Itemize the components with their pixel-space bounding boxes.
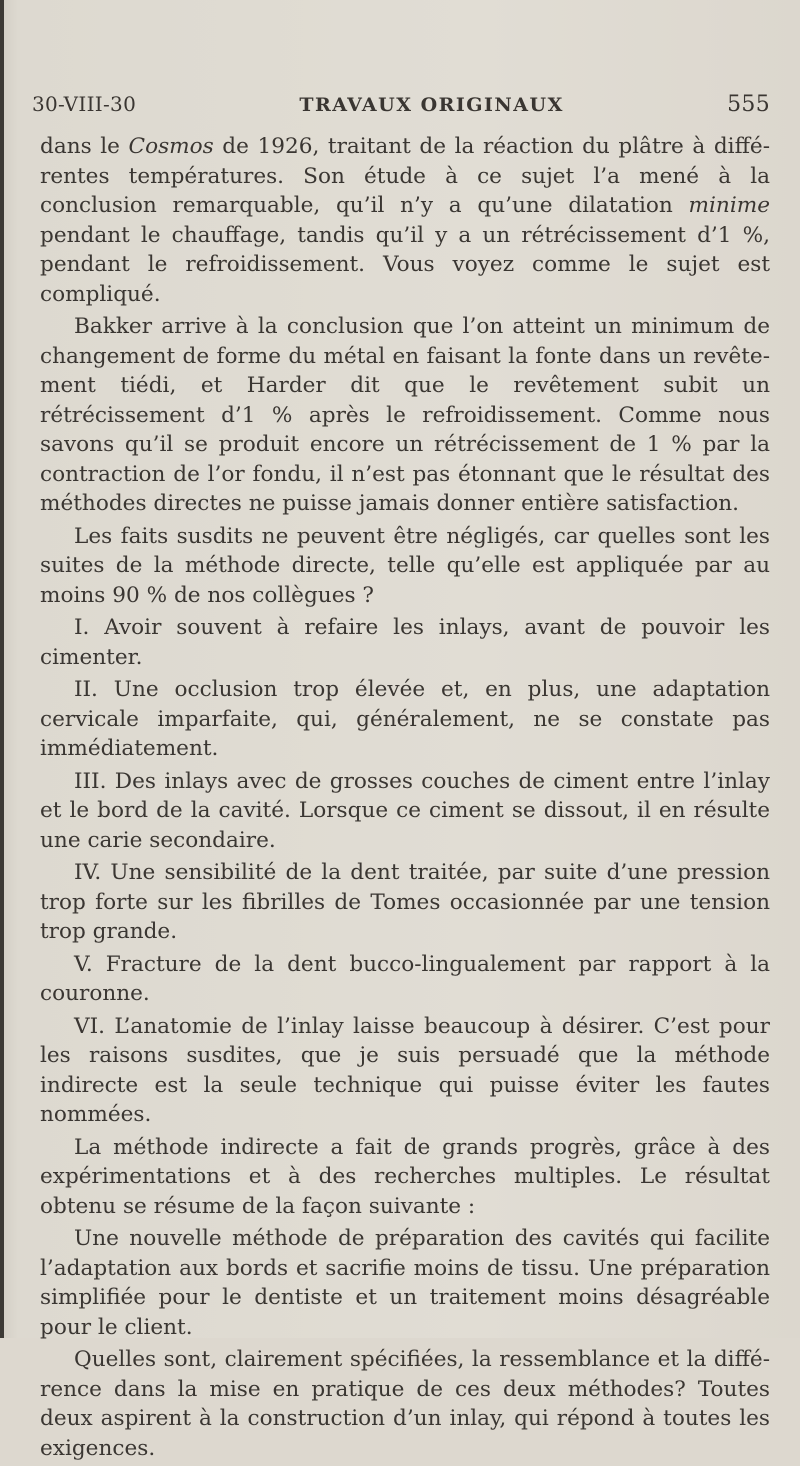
paragraph <box>40 312 770 519</box>
text-run: pendant le chauffage, tandis qu’il y a un rétrécissement d’1 %, pendant le refroidissement. Vous voyez comme le sujet est compliqué. <box>40 222 770 307</box>
text-run: II. Une occlusion trop élevée et, en plus, une adaptation cervicale imparfaite, qui, généralement, ne se constate pas immédiatement. <box>40 677 770 761</box>
text-run: Une nouvelle méthode de préparation des cavités qui facilite l’adaptation aux bords et sacrifie moins de tissu. Une préparation simplifiée pour le dentiste et un traitement moins désagréable pour le client. <box>40 1226 770 1340</box>
header-title: TRAVAUX ORIGINAUX <box>299 94 564 116</box>
text-run: V. Fracture de la dent bucco-lingualement par rapport à la couronne. <box>40 951 770 1006</box>
text-run: VI. L’anatomie de l’inlay laisse beaucoup à désirer. C’est pour les raisons susdites, que je suis persuadé que la méthode indirecte est la seule technique qui puisse éviter les fautes nommées. <box>40 1013 770 1127</box>
text-run: dans le <box>40 134 129 159</box>
paragraph <box>40 858 770 947</box>
text-run: de 1926, traitant de la réaction du plâtre à différentes températures. Son étude à ce sujet l’a mené à la conclusion remarquable, qu’il n’y a qu’une dilatation <box>40 134 770 218</box>
running-header <box>32 92 770 126</box>
text-run: La méthode indirecte a fait de grands progrès, grâce à des expérimentations et à des recherches multiples. Le résultat obtenu se résume de la façon suivante : <box>40 1134 770 1219</box>
paragraph <box>40 132 770 309</box>
paragraph <box>40 1133 770 1222</box>
book-spine-shadow <box>0 0 4 1338</box>
paragraph <box>40 522 770 611</box>
text-run: Les faits susdits ne peuvent être négligés, car quelles sont les suites de la méthode directe, telle qu’elle est appliquée par au moins 90 % de nos collègues ? <box>40 523 770 608</box>
paragraph <box>40 767 770 856</box>
page-number: 555 <box>727 92 770 117</box>
body-text <box>40 132 770 1466</box>
italic-text: minime <box>688 193 770 218</box>
text-run: Bakker arrive à la conclusion que l’on atteint un minimum de changement de forme du métal en faisant la fonte dans un revêtement tiédi, et Harder dit que le revêtement subit un rétrécissement d’1 % après le refroidissement. Comme nous savons qu’il se produit encore un rétrécissement de 1 % par la contraction de l’or fondu, il n’est pas étonnant que le résultat des méthodes directes ne puisse jamais donner entière satisfaction. <box>40 314 770 516</box>
paragraph <box>40 675 770 764</box>
paragraph <box>40 1345 770 1463</box>
paragraph <box>40 1012 770 1130</box>
paragraph <box>40 613 770 672</box>
text-run: III. Des inlays avec de grosses couches de ciment entre l’inlay et le bord de la cavité. Lorsque ce ciment se dissout, il en résulte une carie secondaire. <box>40 768 770 853</box>
italic-text: Cosmos <box>128 134 214 159</box>
paragraph <box>40 950 770 1009</box>
header-date: 30-VIII-30 <box>32 92 137 116</box>
text-run: IV. Une sensibilité de la dent traitée, par suite d’une pression trop forte sur les fibrilles de Tomes occasionnée par une tension trop grande. <box>40 860 770 944</box>
paragraph <box>40 1224 770 1342</box>
text-run: Quelles sont, clairement spécifiées, la ressemblance et la différence dans la mise en pratique de ces deux méthodes? Toutes deux aspirent à la construction d’un inlay, qui répond à toutes les exigences. <box>40 1347 770 1461</box>
text-run: I. Avoir souvent à refaire les inlays, avant de pouvoir les cimenter. <box>40 615 770 670</box>
